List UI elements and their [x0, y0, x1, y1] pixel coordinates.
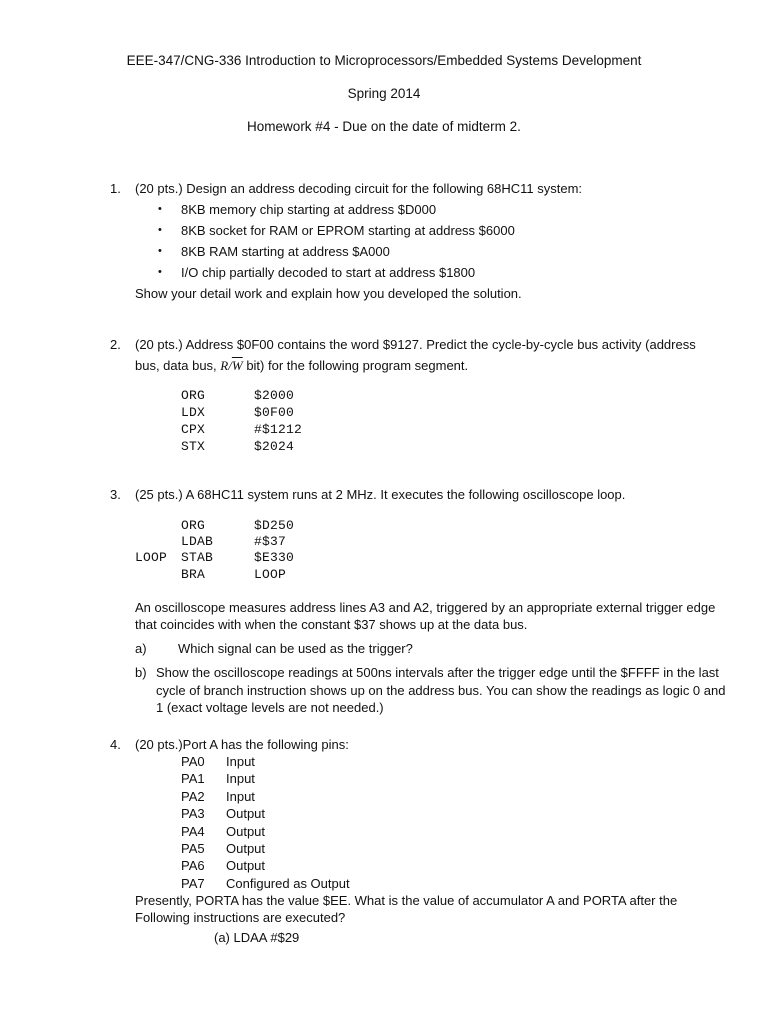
pin-name: PA1: [181, 771, 205, 786]
q1-bullet: I/O chip partially decoded to start at address $1800: [181, 265, 476, 280]
term: Spring 2014: [347, 86, 421, 101]
q1-bullet: 8KB memory chip starting at address $D000: [181, 202, 437, 217]
bullet-icon: •: [158, 203, 162, 215]
q3-para2: that coincides with when the constant $37 shows up at the data bus.: [135, 617, 528, 632]
pin-name: PA5: [181, 841, 205, 856]
q4-number: 4.: [110, 737, 121, 752]
q1-bullet: 8KB RAM starting at address $A000: [181, 244, 390, 259]
code-arg: $2000: [254, 388, 295, 403]
pin-direction: Input: [226, 754, 255, 769]
pin-direction: Configured as Output: [226, 876, 350, 891]
q3-b-line1: Show the oscilloscope readings at 500ns intervals after the trigger edge until the $FFFF in the last: [156, 665, 719, 680]
q1-bullet: 8KB socket for RAM or EPROM starting at address $6000: [181, 223, 515, 238]
pin-name: PA0: [181, 754, 205, 769]
q3-prompt: (25 pts.) A 68HC11 system runs at 2 MHz. It executes the following oscilloscope loop.: [135, 487, 626, 502]
pin-name: PA2: [181, 789, 205, 804]
code-op: BRA: [181, 567, 206, 582]
code-op: ORG: [181, 388, 206, 403]
q2-line2-post: bit) for the following program segment.: [242, 358, 469, 373]
q3-a-text: Which signal can be used as the trigger?: [178, 641, 413, 656]
q2-line1: (20 pts.) Address $0F00 contains the word $9127. Predict the cycle-by-cycle bus activity (address: [135, 337, 696, 352]
bullet-icon: •: [158, 266, 162, 278]
code-op: CPX: [181, 422, 206, 437]
pin-direction: Input: [226, 789, 255, 804]
code-op: ORG: [181, 518, 206, 533]
q2-line2: [135, 357, 468, 374]
code-arg: $2024: [254, 439, 295, 454]
pin-direction: Output: [226, 858, 266, 873]
q3-para1: An oscilloscope measures address lines A3 and A2, triggered by an appropriate external trigger edge: [135, 600, 716, 615]
q2-number: 2.: [110, 337, 121, 352]
q3-number: 3.: [110, 487, 121, 502]
q4-prompt: (20 pts.)Port A has the following pins:: [135, 737, 349, 752]
pin-direction: Input: [226, 771, 255, 786]
q1-prompt: (20 pts.) Design an address decoding circuit for the following 68HC11 system:: [135, 181, 583, 196]
q3-b-label: b): [135, 665, 147, 680]
code-arg: $0F00: [254, 405, 295, 420]
code-arg: #$1212: [254, 422, 303, 437]
q3-b-line2: cycle of branch instruction shows up on the address bus. You can show the readings as logic 0 and: [156, 683, 726, 698]
code-op: STAB: [181, 550, 214, 565]
pin-name: PA3: [181, 806, 205, 821]
pin-direction: Output: [226, 806, 266, 821]
code-op: LDAB: [181, 534, 214, 549]
course-title: EEE-347/CNG-336 Introduction to Microprocessors/Embedded Systems Development: [126, 53, 642, 68]
rw-slash: /: [228, 358, 232, 373]
q4-item-a: (a) LDAA #$29: [214, 930, 300, 945]
code-op: LDX: [181, 405, 206, 420]
code-arg: $D250: [254, 518, 295, 533]
code-label: LOOP: [135, 550, 168, 565]
code-arg: $E330: [254, 550, 295, 565]
q4-para1: Presently, PORTA has the value $EE. What is the value of accumulator A and PORTA after the: [135, 893, 678, 908]
q3-a-label: a): [135, 641, 147, 656]
code-op: STX: [181, 439, 206, 454]
pin-name: PA7: [181, 876, 205, 891]
homework-title: Homework #4 - Due on the date of midterm 2.: [247, 119, 521, 134]
code-arg: LOOP: [254, 567, 287, 582]
q4-para2: Following instructions are executed?: [135, 910, 346, 925]
pin-name: PA4: [181, 824, 205, 839]
rw-r: R: [220, 358, 229, 373]
pin-direction: Output: [226, 841, 266, 856]
q3-b-line3: 1 (exact voltage levels are not needed.): [156, 700, 384, 715]
q1-number: 1.: [110, 181, 121, 196]
code-arg: #$37: [254, 534, 287, 549]
pin-direction: Output: [226, 824, 266, 839]
q1-closing: Show your detail work and explain how you developed the solution.: [135, 286, 522, 301]
rw-w: $\overline{W}$: [231, 358, 243, 373]
bullet-icon: •: [158, 245, 162, 257]
bullet-icon: •: [158, 224, 162, 236]
q2-line2-pre: bus, data bus,: [135, 358, 221, 373]
pin-name: PA6: [181, 858, 205, 873]
